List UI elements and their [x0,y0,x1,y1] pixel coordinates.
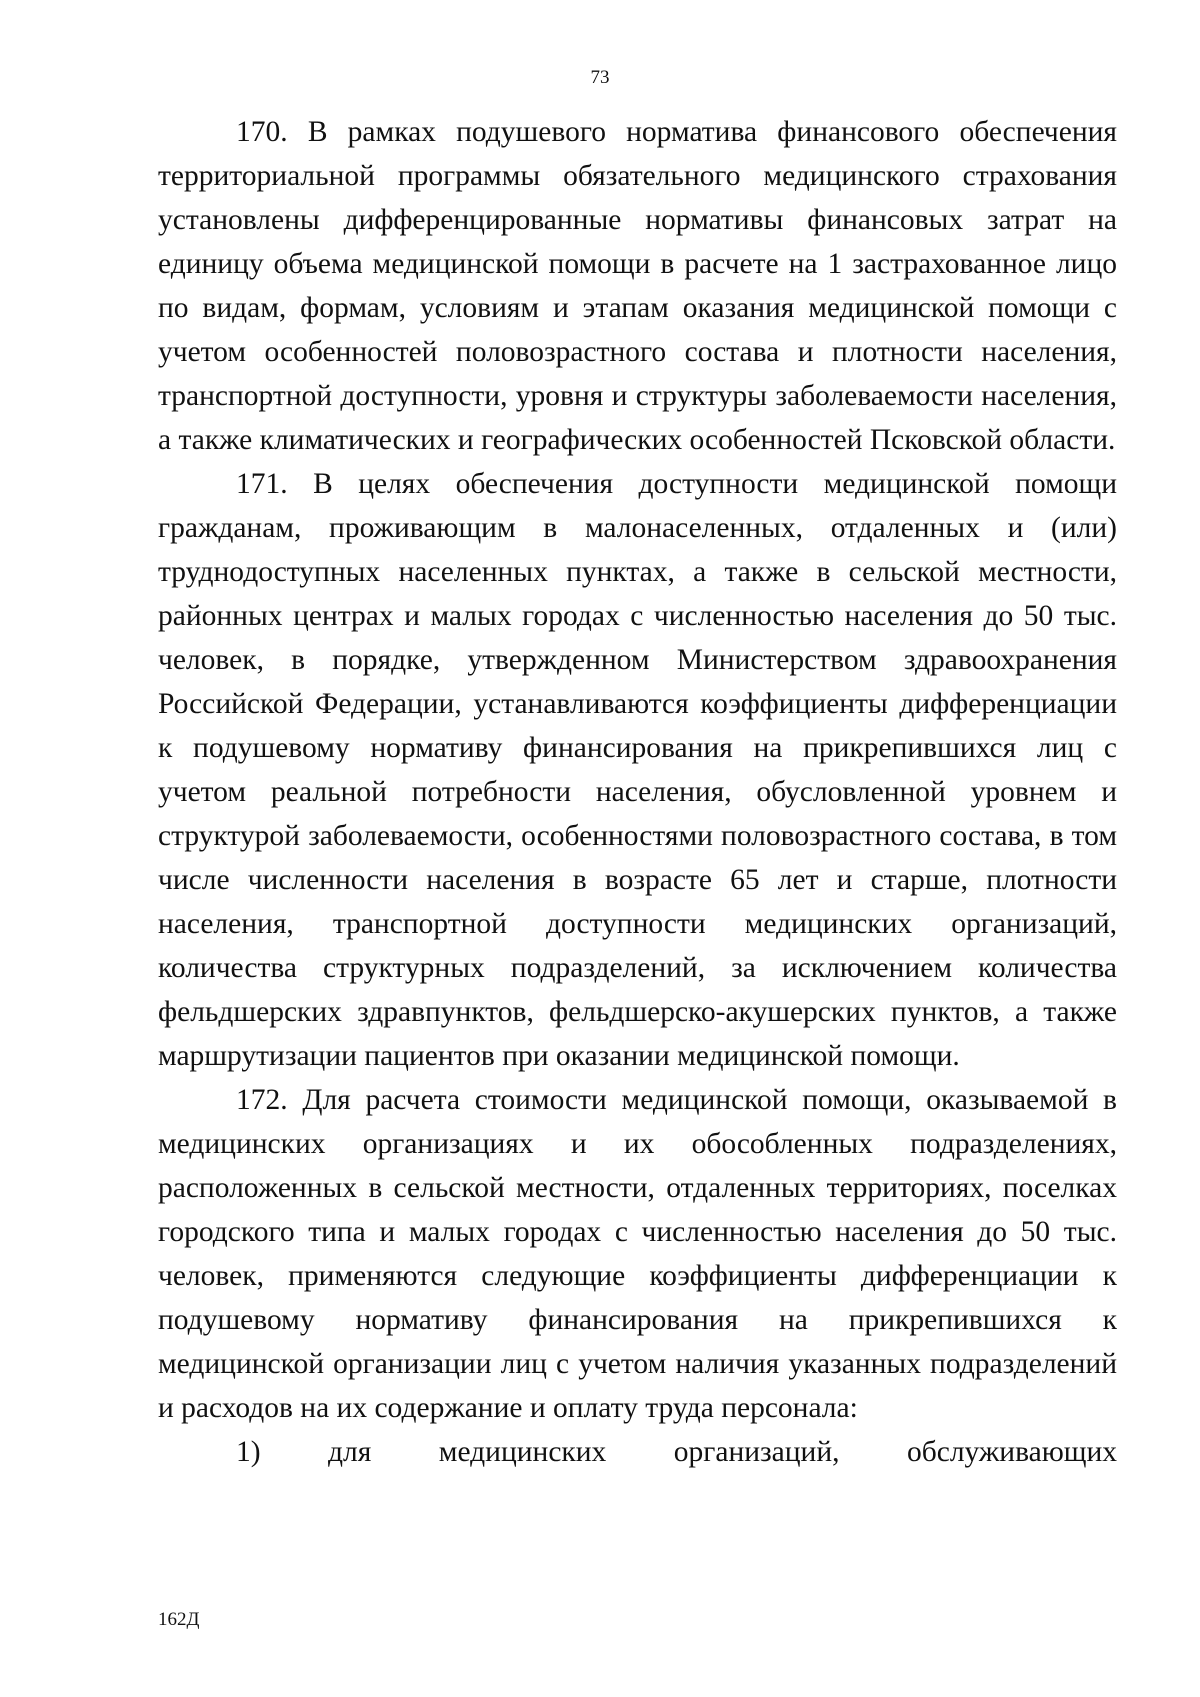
document-code: 162Д [158,1609,200,1630]
paragraph-170: 170. В рамках подушевого норматива финансового обеспечения территориальной программы обязательного медицинского страхования установлены дифференцированные нормативы финансовых затрат на единицу объема медицинской помощи в расчете на 1 застрахованное лицо по видам, формам, условиям и этапам оказания медицинской помощи с учетом особенностей половозрастного состава и плотности населения, транспортной доступности, уровня и структуры заболеваемости населения, а также климатических и географических особенностей Псковской области. [158,116,1117,456]
list-item-1: 1) для медицинских организаций, обслуживающих [236,1436,1117,1468]
page-number: 73 [590,67,610,88]
paragraph-172: 172. Для расчета стоимости медицинской помощи, оказываемой в медицинских организациях и их обособленных подразделениях, расположенных в сельской местности, отдаленных территориях, поселках городского типа и малых городах с численностью населения до 50 тыс. человек, применяются следующие коэффициенты дифференциации к подушевому нормативу финансирования на прикрепившихся к медицинской организации лиц с учетом наличия указанных подразделений и расходов на их содержание и оплату труда персонала: [158,1084,1117,1424]
document-body [158,110,1117,1474]
paragraph-171: 171. В целях обеспечения доступности медицинской помощи гражданам, проживающим в малонаселенных, отдаленных и (или) труднодоступных населенных пунктах, а также в сельской местности, районных центрах и малых городах с численностью населения до 50 тыс. человек, в порядке, утвержденном Министерством здравоохранения Российской Федерации, устанавливаются коэффициенты дифференциации к подушевому нормативу финансирования на прикрепившихся лиц с учетом реальной потребности населения, обусловленной уровнем и структурой заболеваемости, особенностями половозрастного состава, в том числе численности населения в возрасте 65 лет и старше, плотности населения, транспортной доступности медицинских организаций, количества структурных подразделений, за исключением количества фельдшерских здравпунктов, фельдшерско-акушерских пунктов, а также маршрутизации пациентов при оказании медицинской помощи. [158,468,1117,1072]
